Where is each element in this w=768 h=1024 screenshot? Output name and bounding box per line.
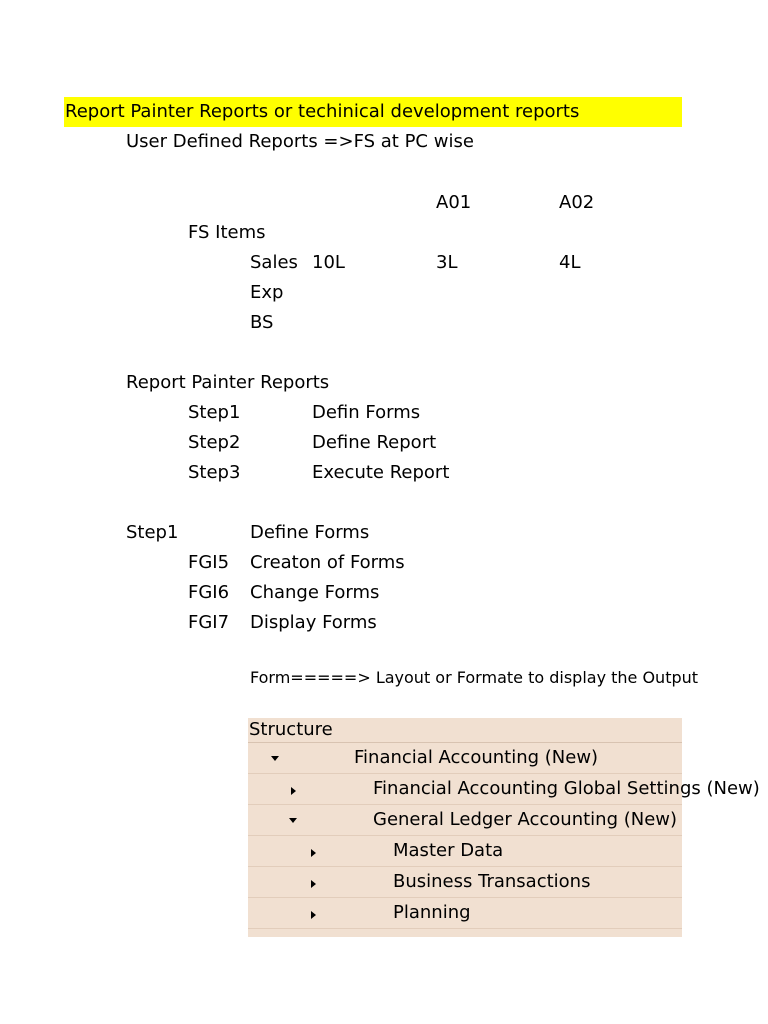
tcode-description: Display Forms <box>250 612 377 633</box>
fs-row-a01: 3L <box>436 252 458 273</box>
fs-row-item: BS <box>250 312 274 333</box>
report-painter-title: Report Painter Reports <box>126 372 330 393</box>
tcode: FGI6 <box>188 582 230 603</box>
tcode-description: Change Forms <box>250 582 380 603</box>
tree-node-planning[interactable] <box>248 898 682 929</box>
fs-items-label: FS Items <box>188 222 266 243</box>
tree-node-label: General Ledger Accounting (New) <box>373 809 678 830</box>
step-label: Step3 <box>188 462 241 483</box>
tree-node-label: Financial Accounting (New) <box>354 747 599 768</box>
tree-node-master-data[interactable] <box>248 836 682 867</box>
expand-right-icon[interactable] <box>311 880 316 888</box>
step-label: Step1 <box>188 402 241 423</box>
tcode: FGI7 <box>188 612 230 633</box>
expand-right-icon[interactable] <box>311 911 316 919</box>
expand-right-icon[interactable] <box>311 849 316 857</box>
step-label: Step2 <box>188 432 241 453</box>
tree-node-label: Financial Accounting Global Settings (New) <box>373 778 760 799</box>
tcode-description: Creaton of Forms <box>250 552 405 573</box>
expand-down-icon[interactable] <box>271 756 279 761</box>
highlighted-heading <box>64 97 682 127</box>
form-note: Form=====> Layout or Formate to display the Output <box>250 668 699 687</box>
column-header-a01: A01 <box>436 192 472 213</box>
structure-tree-panel <box>248 718 760 937</box>
tree-node-fa-global-settings[interactable] <box>248 774 760 805</box>
structure-header <box>248 718 682 743</box>
tree-node-general-ledger[interactable] <box>248 805 682 836</box>
step-description: Define Report <box>312 432 437 453</box>
tree-node-financial-accounting[interactable] <box>248 743 682 774</box>
step1-label: Step1 <box>126 522 179 543</box>
column-header-a02: A02 <box>559 192 595 213</box>
structure-header-label: Structure <box>249 719 333 740</box>
form-note-clip <box>250 667 699 693</box>
step-description: Defin Forms <box>312 402 421 423</box>
tree-node-label: Business Transactions <box>393 871 591 892</box>
fs-row-total: 10L <box>312 252 345 273</box>
step-description: Execute Report <box>312 462 450 483</box>
expand-down-icon[interactable] <box>289 818 297 823</box>
heading-text: Report Painter Reports or techinical development reports <box>65 101 580 122</box>
tree-node-business-transactions[interactable] <box>248 867 682 898</box>
fs-row-a02: 4L <box>559 252 581 273</box>
subheading: User Defined Reports =>FS at PC wise <box>126 131 474 152</box>
tree-node-label: Master Data <box>393 840 504 861</box>
step1-title: Define Forms <box>250 522 370 543</box>
fs-row-item: Exp <box>250 282 284 303</box>
expand-right-icon[interactable] <box>291 787 296 795</box>
fs-row-item: Sales <box>250 252 298 273</box>
tree-node-label: Planning <box>393 902 471 923</box>
tcode: FGI5 <box>188 552 230 573</box>
